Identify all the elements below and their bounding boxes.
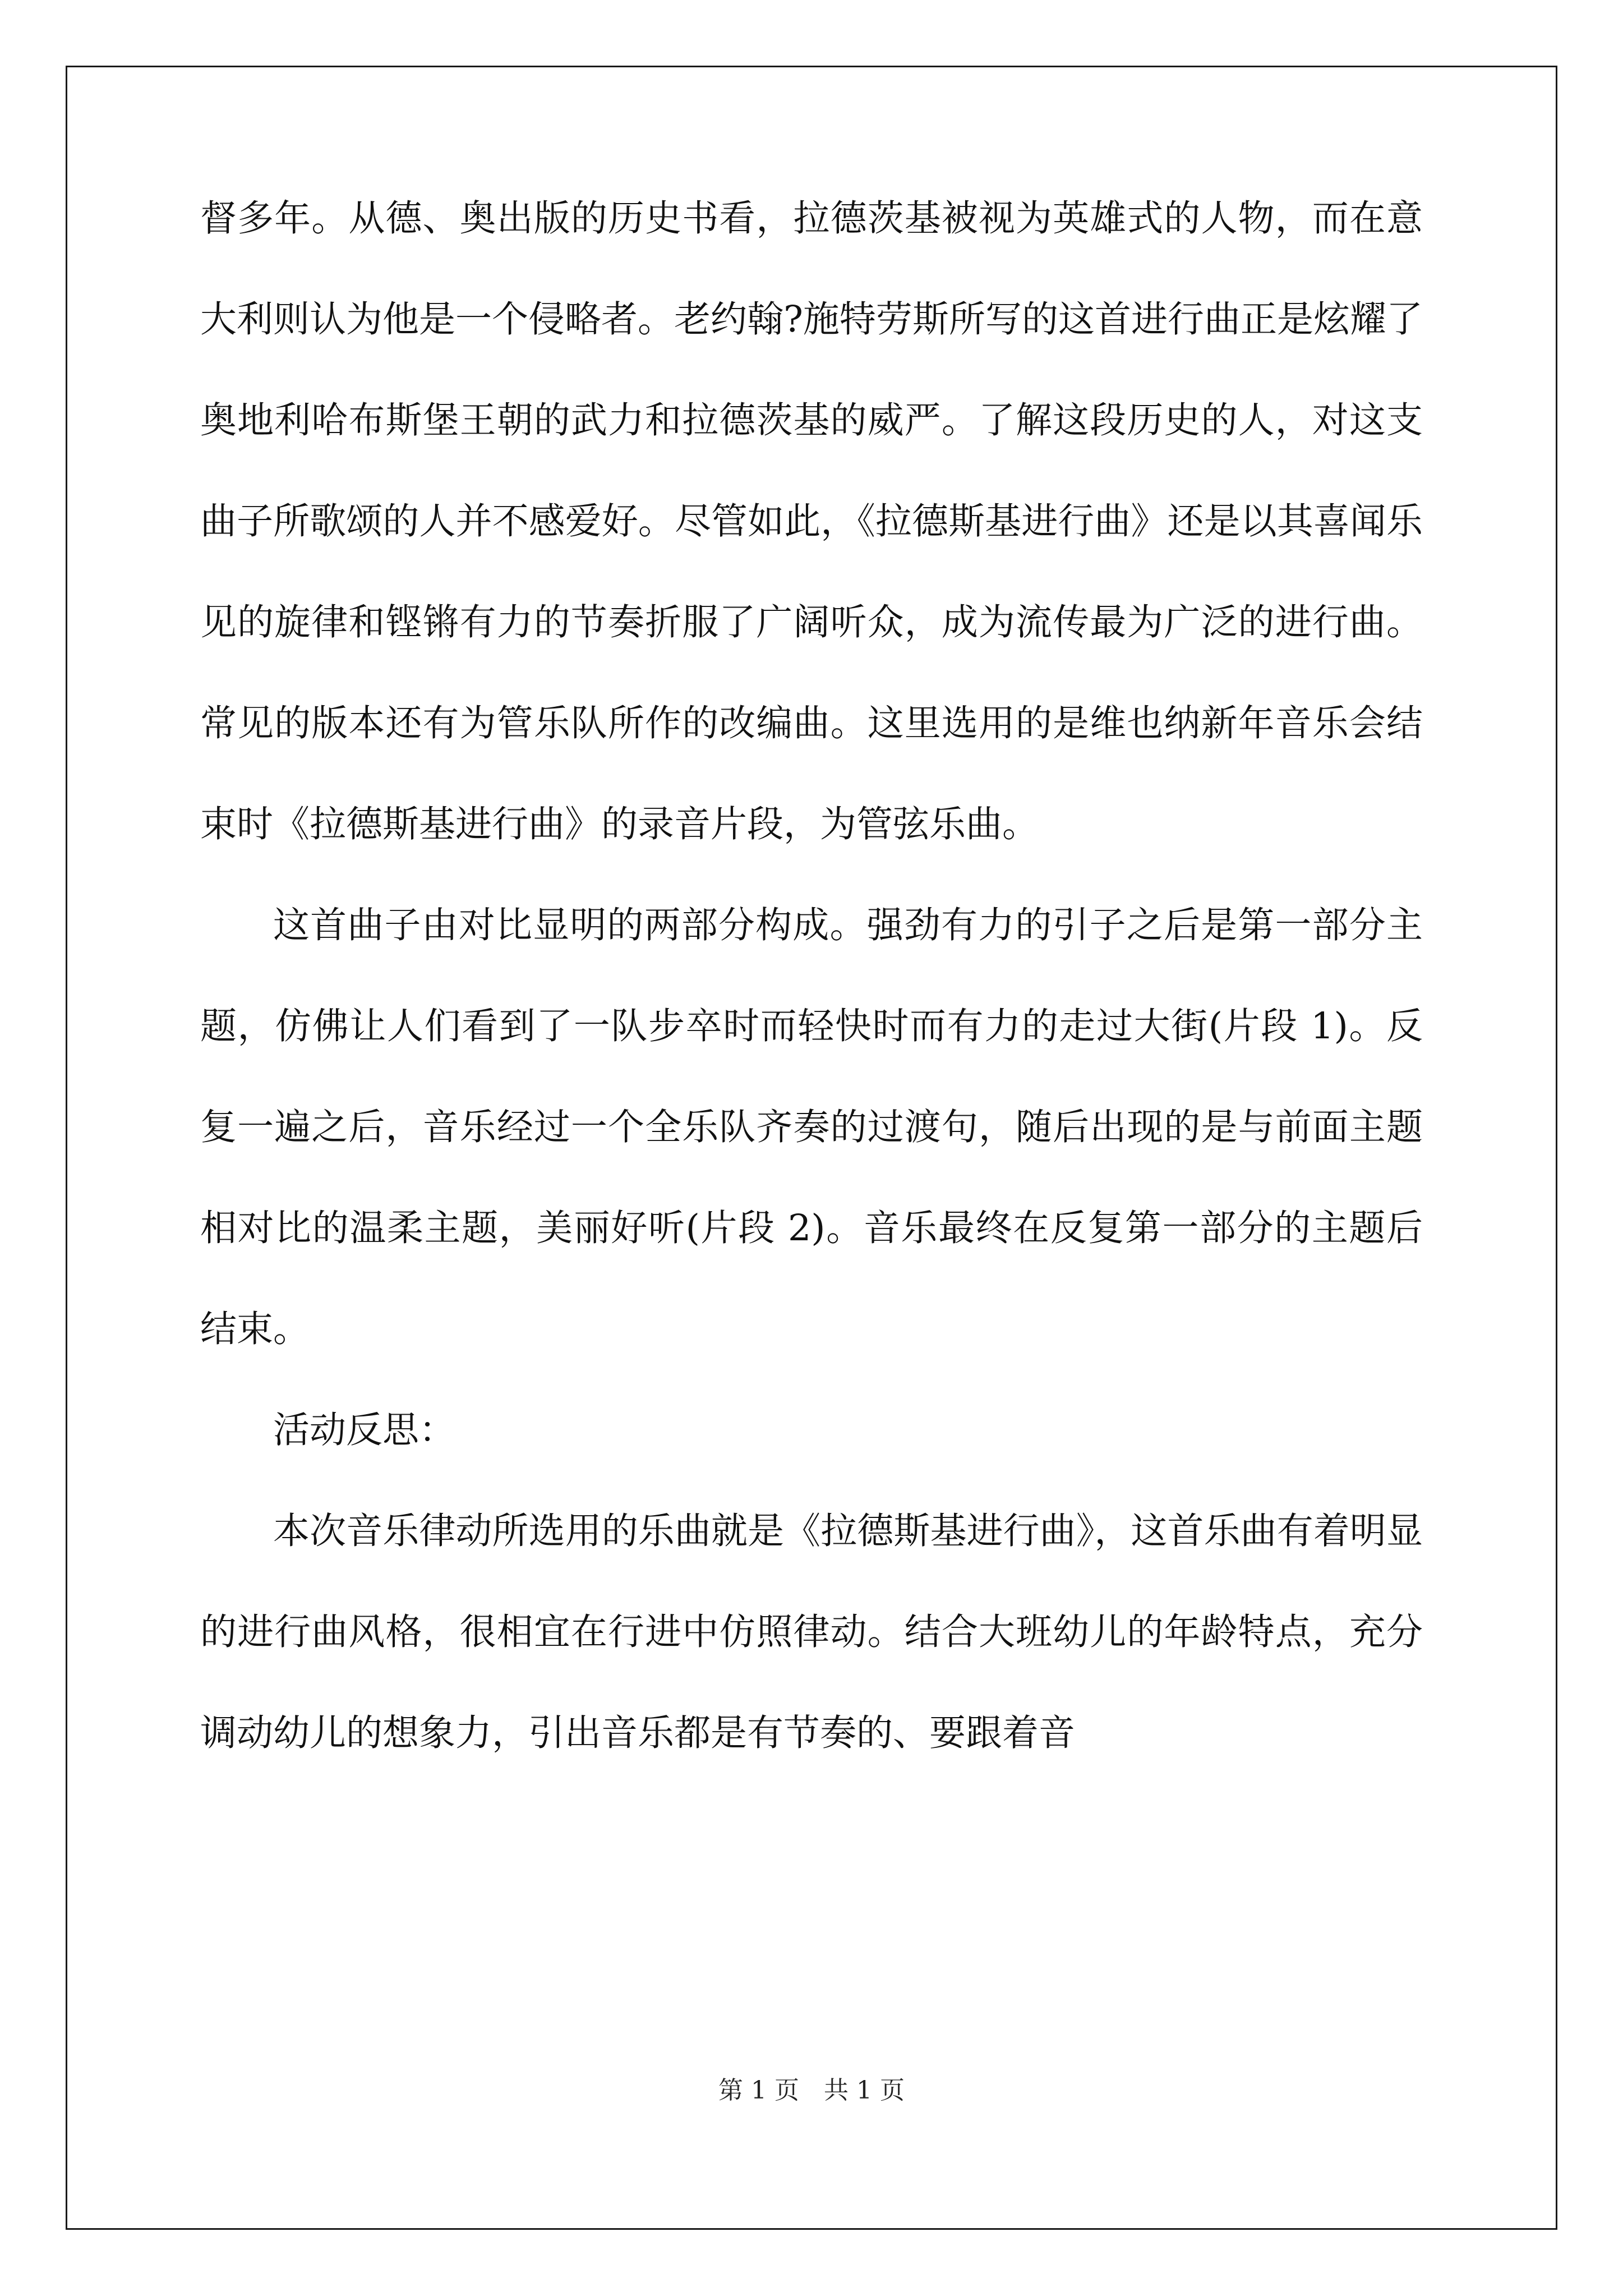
page-number-total: 共 1 页: [824, 2076, 905, 2105]
paragraph-2: 这首曲子由对比显明的两部分构成。强劲有力的引子之后是第一部分主题，仿佛让人们看到了一队步卒时而轻快时而有力的走过大街(片段 1)。反复一遍之后，音乐经过一个全乐队齐奏的过渡句，随后出现的是与前面主题相对比的温柔主题，美丽好听(片段 2)。音乐最终在反复第一部分的主题后结束。: [200, 904, 1423, 1350]
body-text: [200, 168, 1423, 1784]
paragraph-3-heading: 活动反思：: [273, 1409, 456, 1451]
page-number-current: 第 1 页: [718, 2076, 799, 2105]
paragraph-1: 督多年。从德、奥出版的历史书看，拉德茨基被视为英雄式的人物，而在意大利则认为他是一个侵略者。老约翰?施特劳斯所写的这首进行曲正是炫耀了奥地利哈布斯堡王朝的武力和拉德茨基的威严。了解这段历史的人，对这支曲子所歌颂的人并不感爱好。尽管如此，《拉德斯基进行曲》还是以其喜闻乐见的旋律和铿锵有力的节奏折服了广阔听众，成为流传最为广泛的进行曲。常见的版本还有为管乐队所作的改编曲。这里选用的是维也纳新年音乐会结束时《拉德斯基进行曲》的录音片段，为管弦乐曲。: [200, 197, 1423, 845]
paragraph-4: 本次音乐律动所选用的乐曲就是《拉德斯基进行曲》，这首乐曲有着明显的进行曲风格，很相宜在行进中仿照律动。结合大班幼儿的年龄特点，充分调动幼儿的想象力，引出音乐都是有节奏的、要跟着音: [200, 1510, 1423, 1754]
page-footer: [0, 2070, 1623, 2106]
